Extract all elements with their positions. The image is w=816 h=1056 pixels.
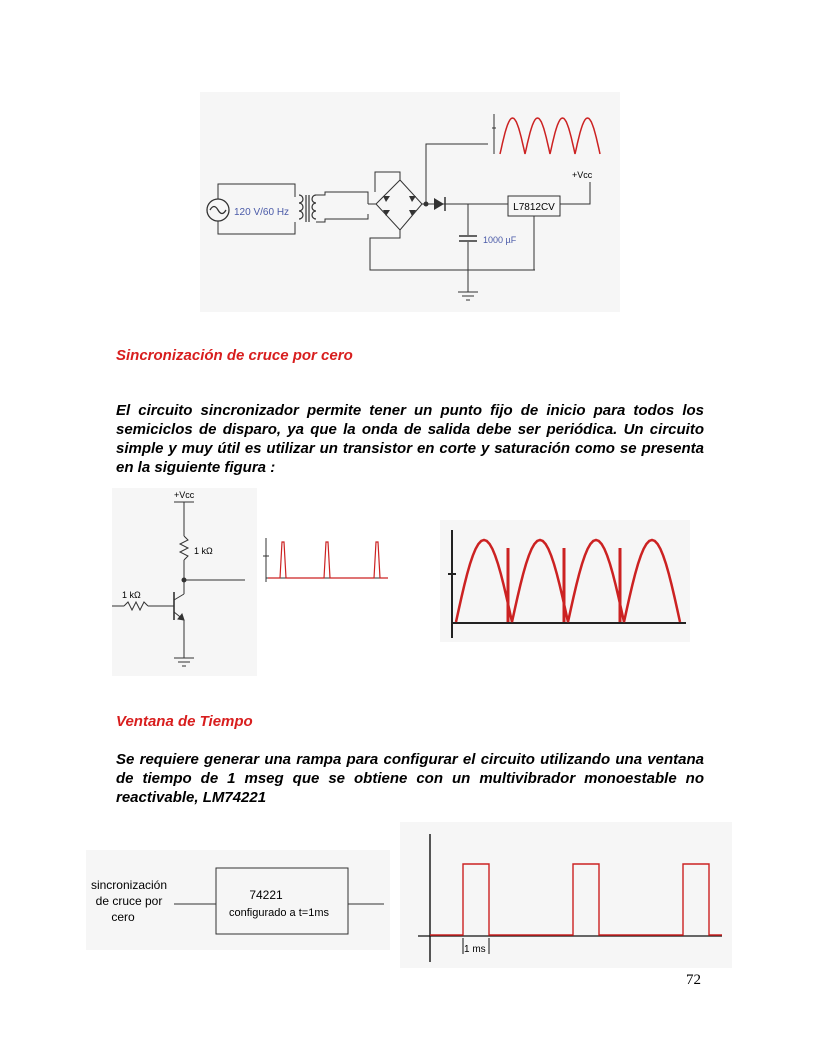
transistor-vcc-label: +Vcc [174,490,195,500]
monostable-block-diagram [86,850,390,950]
monostable-pulse-train-plot [400,822,732,968]
power-supply-schematic [200,92,620,312]
section-paragraph-zero-crossing: El circuito sincronizador permite tener un punto fijo de inicio para todos los semiciclos de disparo, ya que la onda de salida debe ser periódica. Un circuito simple y muy útil es utilizar un transistor en corte y saturación como se presenta en la siguiente figura : [116,402,704,476]
pulse-width-label: 1 ms [464,944,486,955]
rectified-wave-with-pulses-plot [440,520,690,642]
source-label: 120 V/60 Hz [234,207,290,218]
section-heading-time-window: Ventana de Tiempo [116,713,253,730]
collector-resistor-label: 1 kΩ [194,546,213,556]
block-input-label-line2: de cruce por [95,894,163,908]
block-title: 74221 [249,888,283,902]
section-paragraph-time-window: Se requiere generar una rampa para configurar el circuito utilizando una ventana de tiempo de 1 mseg que se obtiene con un multivibrador monoestable no reactivable, LM74221 [116,751,704,806]
block-input-label-line1: sincronización [90,878,168,892]
block-subtitle: configurado a t=1ms [229,907,329,919]
base-resistor-label: 1 kΩ [122,590,141,600]
transistor-schematic [112,488,257,676]
sync-pulse-plot [262,530,392,590]
capacitor-label: 1000 µF [483,235,517,245]
vcc-label: +Vcc [572,170,593,180]
page-number: 72 [686,972,701,988]
block-input-label-line3: cero [111,910,135,924]
regulator-label: L7812CV [513,202,555,213]
section-heading-zero-crossing: Sincronización de cruce por cero [116,347,353,364]
